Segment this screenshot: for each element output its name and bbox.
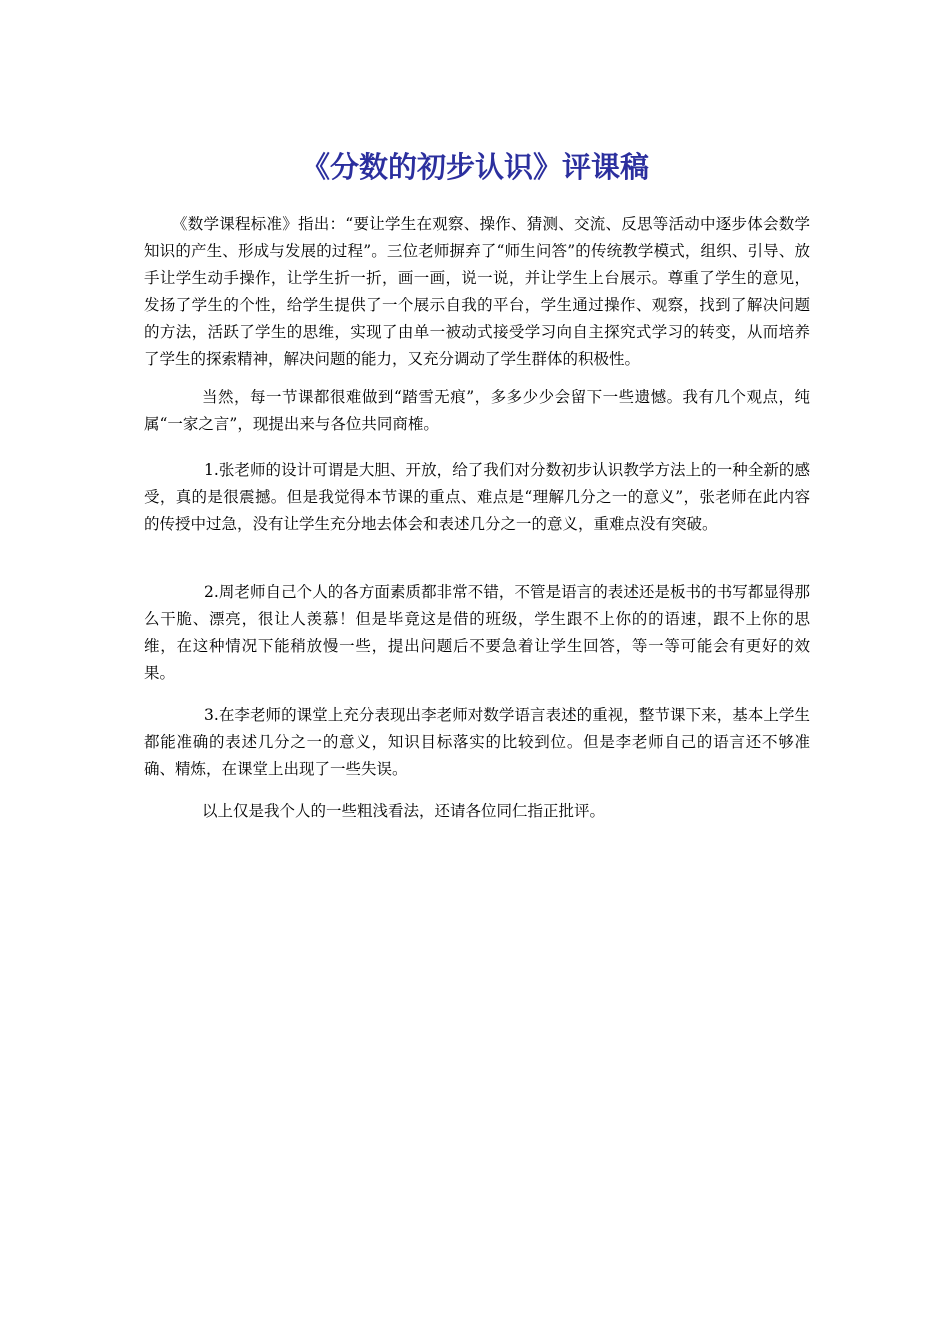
paragraph-closing: 以上仅是我个人的一些粗浅看法，还请各位同仁指正批评。 [202,802,606,820]
paragraph-opinion-intro: 当然，每一节课都很难做到“踏雪无痕”，多多少少会留下一些遗憾。我有几个观点，纯属“一家之言”，现提出来与各位共同商榷。 [144,388,810,433]
paragraph-intro: 《数学课程标准》指出：“要让学生在观察、操作、猜测、交流、反思等活动中逐步体会数学知识的产生、形成与发展的过程”。三位老师摒弃了“师生问答”的传统教学模式，组织、引导、放手让学生动手操作，让学生折一折，画一画，说一说，并让学生上台展示。尊重了学生的意见，发扬了学生的个性，给学生提供了一个展示自我的平台，学生通过操作、观察，找到了解决问题的方法，活跃了学生的思维，实现了由单一被动式接受学习向自主探究式学习的转变，从而培养了学生的探索精神，解决问题的能力，又充分调动了学生群体的积极性。 [144,215,810,368]
document-title: 《分数的初步认识》评课稿 [300,150,649,184]
paragraph-point-3: 3.在李老师的课堂上充分表现出李老师对数学语言表述的重视，整节课下来，基本上学生都能准确的表述几分之一的意义，知识目标落实的比较到位。但是李老师自己的语言还不够准确、精炼，在课堂上出现了一些失误。 [144,706,810,778]
paragraph-point-1: 1.张老师的设计可谓是大胆、开放，给了我们对分数初步认识教学方法上的一种全新的感受，真的是很震撼。但是我觉得本节课的重点、难点是“理解几分之一的意义”，张老师在此内容的传授中过急，没有让学生充分地去体会和表述几分之一的意义，重难点没有突破。 [144,461,810,533]
paragraph-point-2: 2.周老师自己个人的各方面素质都非常不错，不管是语言的表述还是板书的书写都显得那么干脆、漂亮，很让人羡慕！但是毕竟这是借的班级，学生跟不上你的的语速，跟不上你的思维，在这种情况下能稍放慢一些，提出问题后不要急着让学生回答，等一等可能会有更好的效果。 [144,583,810,682]
